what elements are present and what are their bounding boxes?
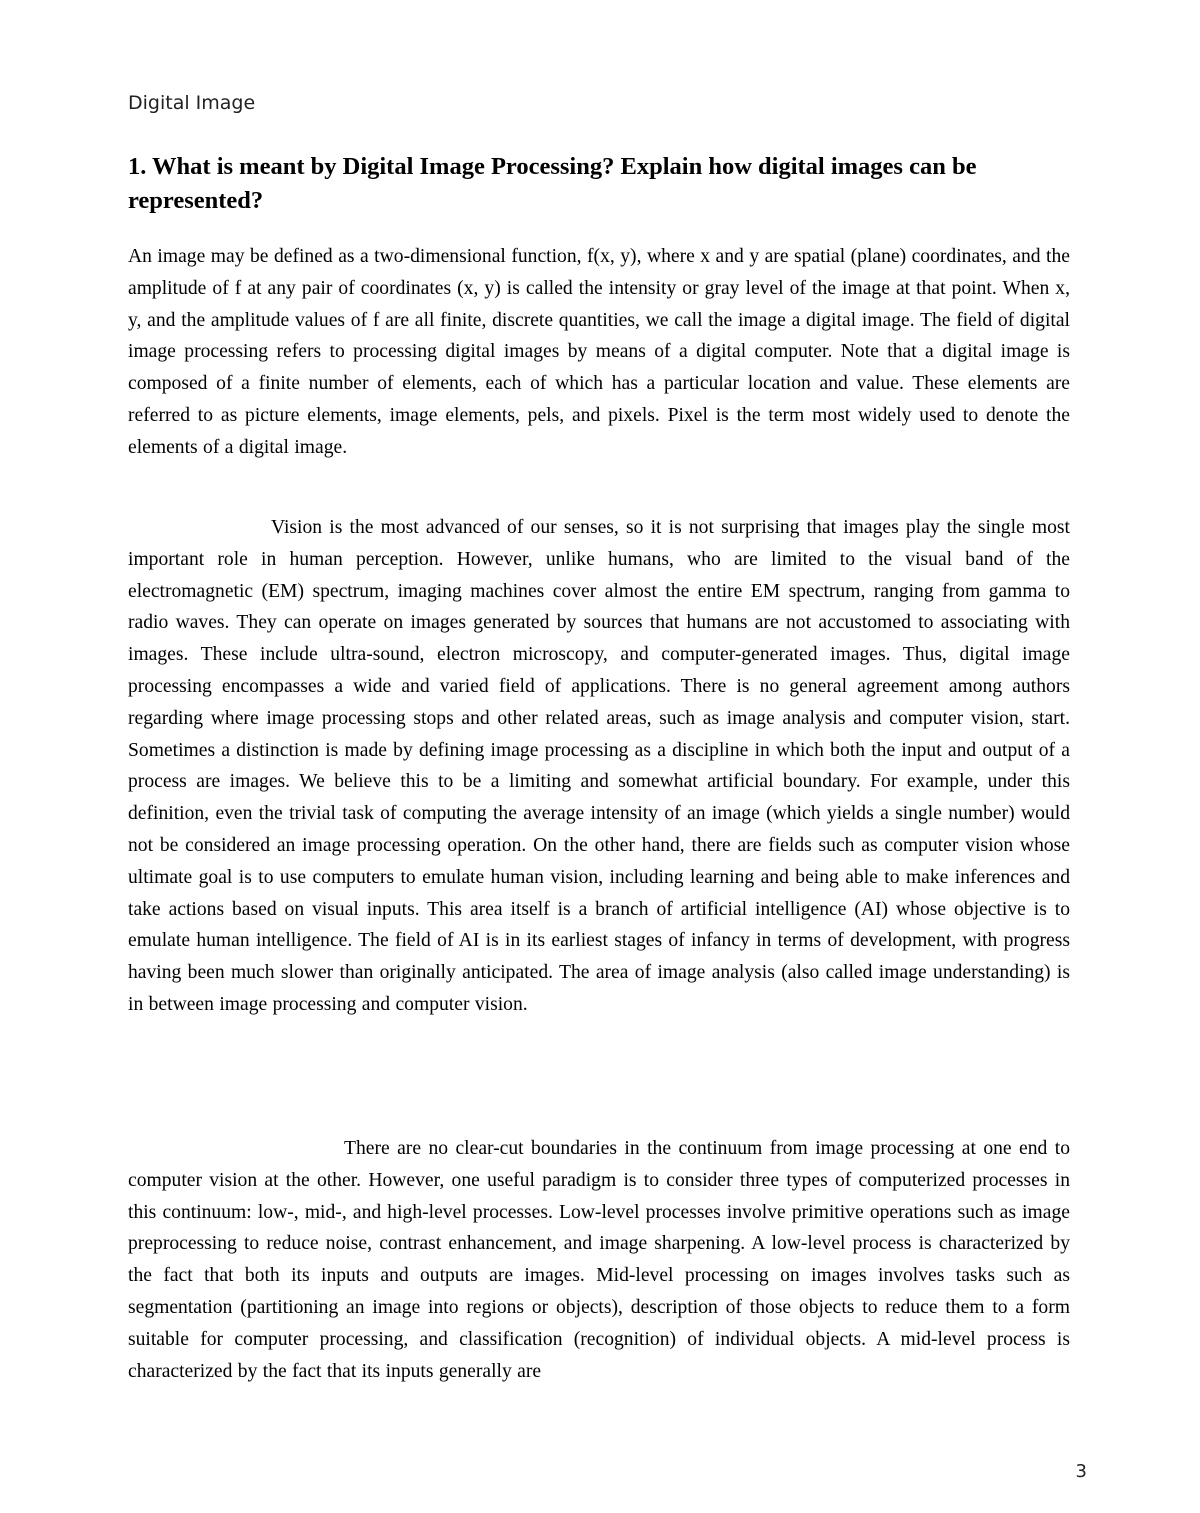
body-paragraph-3: There are no clear-cut boundaries in the continuum from image processing at one end to computer vision at the other. However, one useful paradigm is to consider three types of computerized processes in this continuum: low-, mid-, and high-level processes. Low-level processes involve primitive operations such as image preprocessing to reduce noise, contrast enhancement, and image sharpening. A low-level process is characterized by the fact that both its inputs and outputs are images. Mid-level processing on images involves tasks such as segmentation (partitioning an image into regions or objects), description of those objects to reduce them to a form suitable for computer processing, and classification (recognition) of individual objects. A mid-level process is characterized by the fact that its inputs generally are — [128, 1138, 1070, 1382]
running-header: Digital Image — [128, 92, 256, 114]
question-heading: 1. What is meant by Digital Image Processing? Explain how digital images can be represented? — [128, 153, 977, 214]
body-paragraph-1: An image may be defined as a two-dimensional function, f(x, y), where x and y are spatial (plane) coordinates, and the amplitude of f at any pair of coordinates (x, y) is called the intensity or gray level of the image at that point. When x, y, and the amplitude values of f are all finite, discrete quantities, we call the image a digital image. The field of digital image processing refers to processing digital images by means of a digital computer. Note that a digital image is composed of a finite number of elements, each of which has a particular location and value. These elements are referred to as picture elements, image elements, pels, and pixels. Pixel is the term most widely used to denote the elements of a digital image. — [128, 246, 1070, 458]
body-paragraph-2: Vision is the most advanced of our senses, so it is not surprising that images play the single most important role in human perception. However, unlike humans, who are limited to the visual band of the electromagnetic (EM) spectrum, imaging machines cover almost the entire EM spectrum, ranging from gamma to radio waves. They can operate on images generated by sources that humans are not accustomed to associating with images. These include ultra-sound, electron microscopy, and computer-generated images. Thus, digital image processing encompasses a wide and varied field of applications. There is no general agreement among authors regarding where image processing stops and other related areas, such as image analysis and computer vision, start. Sometimes a distinction is made by defining image processing as a discipline in which both the input and output of a process are images. We believe this to be a limiting and somewhat artificial boundary. For example, under this definition, even the trivial task of computing the average intensity of an image (which yields a single number) would not be considered an image processing operation. On the other hand, there are fields such as computer vision whose ultimate goal is to use computers to emulate human vision, including learning and being able to make inferences and take actions based on visual inputs. This area itself is a branch of artificial intelligence (AI) whose objective is to emulate human intelligence. The field of AI is in its earliest stages of infancy in terms of development, with progress having been much slower than originally anticipated. The area of image analysis (also called image understanding) is in between image processing and computer vision. — [128, 517, 1070, 1015]
page-number: 3 — [1075, 1461, 1087, 1482]
